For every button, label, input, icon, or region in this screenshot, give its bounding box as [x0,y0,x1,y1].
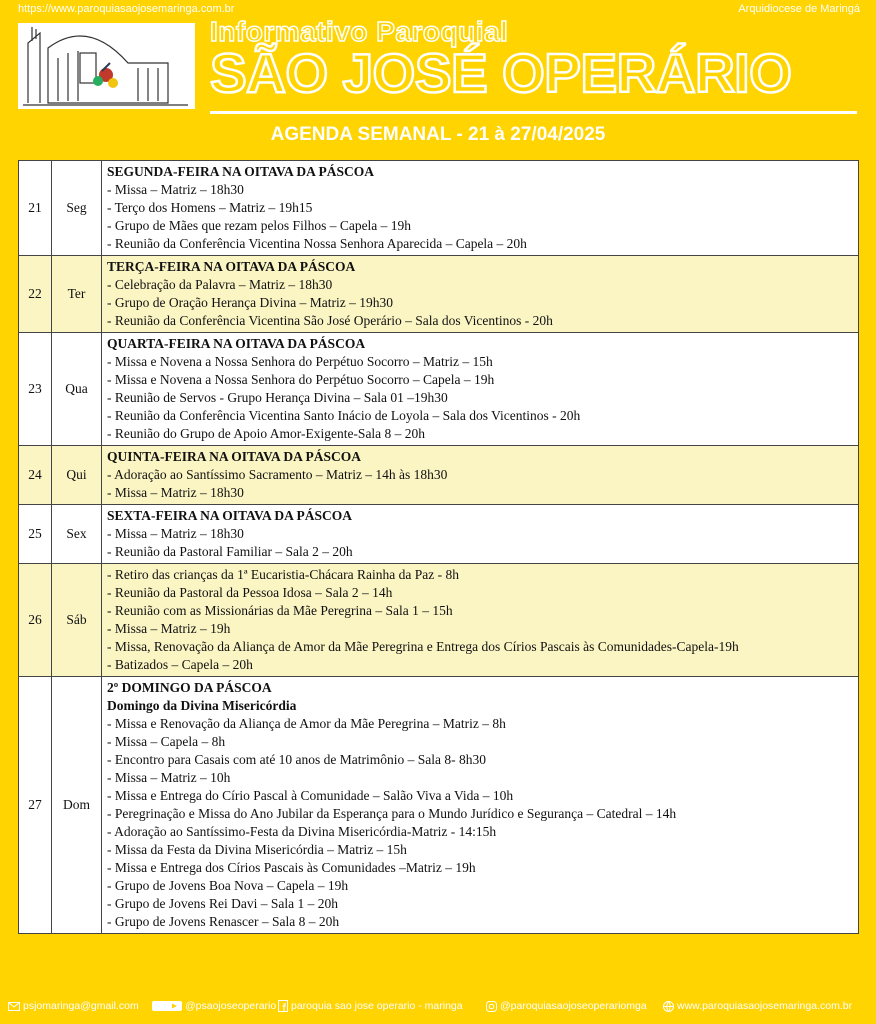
events-cell [102,161,859,256]
weekday: Sex [52,505,102,564]
event-item: - Missa – Matriz – 18h30 [107,526,244,541]
day-heading: SEXTA-FEIRA NA OITAVA DA PÁSCOA [107,508,353,523]
weekday: Qua [52,333,102,446]
event-item: - Adoração ao Santíssimo Sacramento – Matriz – 14h às 18h30 [107,467,448,482]
event-item: - Reunião de Servos - Grupo Herança Divina – Sala 01 –19h30 [107,390,448,405]
agenda-row [19,677,859,934]
agenda-table [18,160,859,934]
instagram-icon [486,1001,497,1012]
header-divider [210,111,857,114]
day-heading: SEGUNDA-FEIRA NA OITAVA DA PÁSCOA [107,164,375,179]
event-item: - Reunião da Pastoral da Pessoa Idosa – Sala 2 – 14h [107,585,393,600]
event-item: - Missa e Entrega dos Círios Pascais às Comunidades –Matriz – 19h [107,860,476,875]
day-number: 26 [19,564,52,677]
event-item: - Missa, Renovação da Aliança de Amor da Mãe Peregrina e Entrega dos Círios Pascais às Comunidades-Capela-19h [107,639,739,654]
globe-icon [663,1001,674,1012]
event-item: - Reunião da Conferência Vicentina Santo Inácio de Loyola – Sala dos Vicentinos - 20h [107,408,581,423]
event-item: - Missa – Matriz – 19h [107,621,231,636]
day-heading: QUINTA-FEIRA NA OITAVA DA PÁSCOA [107,449,362,464]
day-subheading: Domingo da Divina Misericórdia [107,698,297,713]
events-cell [102,446,859,505]
event-item: - Missa – Capela – 8h [107,734,226,749]
church-logo [18,23,195,109]
agenda-row [19,256,859,333]
event-item: - Grupo de Jovens Renascer – Sala 8 – 20h [107,914,340,929]
event-item: - Grupo de Jovens Rei Davi – Sala 1 – 20h [107,896,338,911]
event-item: - Missa da Festa da Divina Misericórdia – Matriz – 15h [107,842,407,857]
event-item: - Retiro das crianças da 1ª Eucaristia-Chácara Rainha da Paz - 8h [107,567,459,582]
footer-website[interactable]: www.paroquiasaojosemaringa.com.br [663,1000,852,1012]
footer-instagram[interactable]: @paroquiasaojoseoperariomga [486,1000,647,1012]
events-cell [102,256,859,333]
event-item: - Reunião da Conferência Vicentina São José Operário – Sala dos Vicentinos - 20h [107,313,553,328]
event-item: - Encontro para Casais com até 10 anos de Matrimônio – Sala 8- 8h30 [107,752,487,767]
agenda-title: AGENDA SEMANAL - 21 à 27/04/2025 [270,124,606,145]
event-item: - Missa e Renovação da Aliança de Amor da Mãe Peregrina – Matriz – 8h [107,716,506,731]
event-item: - Celebração da Palavra – Matriz – 18h30 [107,277,333,292]
facebook-icon [278,1000,288,1012]
diocese-label: Arquidiocese de Maringá [738,3,860,15]
weekday: Seg [52,161,102,256]
events-cell [102,677,859,934]
day-heading: TERÇA-FEIRA NA OITAVA DA PÁSCOA [107,259,356,274]
event-item: - Terço dos Homens – Matriz – 19h15 [107,200,313,215]
event-item: - Missa e Novena a Nossa Senhora do Perpétuo Socorro – Matriz – 15h [107,354,493,369]
day-number: 24 [19,446,52,505]
weekday: Dom [52,677,102,934]
day-number: 27 [19,677,52,934]
events-cell [102,564,859,677]
weekday: Sáb [52,564,102,677]
weekday: Qui [52,446,102,505]
event-item: - Reunião com as Missionárias da Mãe Peregrina – Sala 1 – 15h [107,603,453,618]
footer [0,996,876,1018]
mail-icon [8,1002,20,1011]
agenda-row [19,333,859,446]
event-item: - Grupo de Mães que rezam pelos Filhos – Capela – 19h [107,218,412,233]
weekday: Ter [52,256,102,333]
site-url[interactable]: https://www.paroquiasaojosemaringa.com.br [18,3,235,15]
event-item: - Reunião da Conferência Vicentina Nossa Senhora Aparecida – Capela – 20h [107,236,527,251]
agenda-row [19,564,859,677]
day-number: 25 [19,505,52,564]
events-cell [102,505,859,564]
day-number: 22 [19,256,52,333]
event-item: - Reunião da Pastoral Familiar – Sala 2 – 20h [107,544,353,559]
agenda-row [19,505,859,564]
footer-facebook[interactable]: paroquia sao jose operario - maringa [278,1000,463,1012]
event-item: - Missa – Matriz – 10h [107,770,231,785]
day-heading: 2º DOMINGO DA PÁSCOA [107,680,272,695]
event-item: - Reunião do Grupo de Apoio Amor-Exigente-Sala 8 – 20h [107,426,426,441]
event-item: - Adoração ao Santíssimo-Festa da Divina Misericórdia-Matriz - 14:15h [107,824,497,839]
youtube-icon [152,1001,182,1011]
event-item: - Grupo de Oração Herança Divina – Matriz – 19h30 [107,295,394,310]
agenda-row [19,446,859,505]
footer-youtube[interactable]: @psaojoseoperario [152,1000,276,1012]
event-item: - Grupo de Jovens Boa Nova – Capela – 19h [107,878,349,893]
day-heading: QUARTA-FEIRA NA OITAVA DA PÁSCOA [107,336,366,351]
event-item: - Peregrinação e Missa do Ano Jubilar da Esperança para o Mundo Jurídico e Segurança – Catedral – 14h [107,806,677,821]
event-item: - Missa – Matriz – 18h30 [107,485,244,500]
agenda-row [19,161,859,256]
event-item: - Missa e Entrega do Círio Pascal à Comunidade – Salão Viva a Vida – 10h [107,788,514,803]
day-number: 21 [19,161,52,256]
event-item: - Missa – Matriz – 18h30 [107,182,244,197]
event-item: - Missa e Novena a Nossa Senhora do Perpétuo Socorro – Capela – 19h [107,372,495,387]
day-number: 23 [19,333,52,446]
events-cell [102,333,859,446]
footer-email[interactable]: psjomaringa@gmail.com [8,1000,139,1012]
event-item: - Batizados – Capela – 20h [107,657,253,672]
newsletter-subtitle: Informativo Paroquial [210,16,509,47]
parish-name: SÃO JOSÉ OPERÁRIO [210,42,792,104]
